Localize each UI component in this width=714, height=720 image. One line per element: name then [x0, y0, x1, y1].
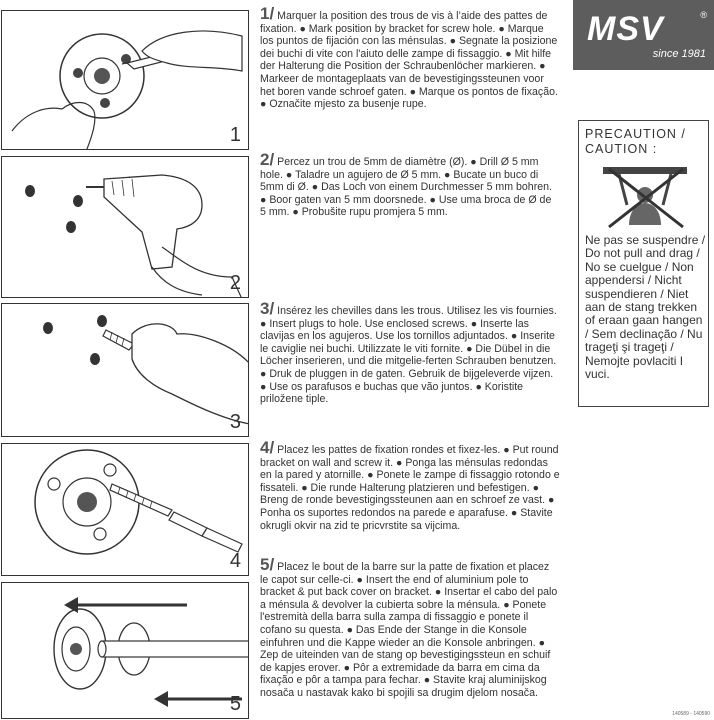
screw-bracket-drawing: [2, 444, 249, 576]
mark-position-drawing: [2, 11, 249, 150]
brand-name: MSV: [587, 10, 664, 48]
step-4-instructions: [260, 438, 560, 532]
step-text: Placez le bout de la barre sur la patte de fixation et placez le capot sur celle-ci. ● Insert the end of aluminium pole to bracket & put back cover on bracket. ● Insertar el cabo del palo a ménsula & devolver la cubierta sobre la ménsula. ● Ponete l'estremità della barra sulla zampa di fissaggio e ponete il cofano su questa. ● Das Ende der Stange in die Konsole einfuhren und die Kappe wieder an die Konsole anbringen. ● Zep de uiteinden van de stang op bevestigingssteun en schuif de kapjes erover. ● Pôr a extremidade da barra em cima da fixação e pôr a tampa para fechar. ● Stavite kraj aluminijskog nosača u nastavak kako bi spojili sa drugim djelom nosača.: [260, 561, 558, 699]
drill-drawing: [2, 157, 249, 298]
caution-title: PRECAUTION / CAUTION :: [585, 127, 686, 156]
insert-pole-drawing: [2, 583, 249, 719]
step-number: 2: [229, 272, 241, 294]
step-number: 1: [229, 124, 241, 146]
step-number: 4: [229, 550, 241, 572]
registered-mark: ®: [700, 10, 707, 20]
step-lead: 5/: [260, 555, 275, 574]
step-2-instructions: [260, 150, 560, 219]
step-3-instructions: [260, 299, 560, 406]
step-text: Placez les pattes de fixation rondes et fixez-les. ● Put round bracket on wall and screw it. ● Ponga las ménsulas redondas en la pared y atornille. ● Ponete le zampe di fissaggio rotondo e fissateli. ● Die runde Halterung platzieren und befestigen. ● Breng de ronde bevestigingssteunen aan en schroef ze vast. ● Ponha os suportes redondos na parede e aparafuse. ● Stavite okrugli okvir na zid te pricvrstite sa vijcima.: [260, 444, 560, 532]
step-5-illustration: [1, 582, 249, 719]
insert-plugs-drawing: [2, 304, 249, 437]
step-2-illustration: [1, 156, 249, 298]
brand-logo: [573, 0, 714, 70]
step-4-illustration: [1, 443, 249, 576]
no-hanging-icon: [599, 165, 691, 229]
step-3-illustration: [1, 303, 249, 437]
step-1-instructions: [260, 4, 560, 111]
product-code: 140589 - 140590: [672, 711, 710, 717]
step-number: 5: [229, 693, 241, 715]
step-5-instructions: [260, 555, 560, 700]
step-text: Marquer la position des trous de vis à l’aide des pattes de fixation. ● Mark position by bracket for screw hole. ● Marque los puntos de fijación con las ménsulas. ● Segnate la posizione dei buchi di vite con l'aiuto delle zampe di fissaggio. ● Mit hilfe der Halterung die Position der Schraubenlöcher markieren. ● Markeer de montageplaats van de bevestigingssteunen voor het boren vande schroef gaten. ● Marque os pontos de fixação. ● Označite mjesto za busenje rupe.: [260, 10, 558, 111]
caution-text: Ne pas se suspendre / Do not pull and drag / No se cuelgue / Non appendersi / Nicht suspendieren / Niet aan de stang trekken of eraan gaan hangen / Sem declinação / Nu trageţi şi trageţi / Nemojte povlaciti I vuci.: [585, 233, 706, 382]
caution-box: [578, 120, 709, 407]
step-lead: 2/: [260, 150, 275, 169]
step-lead: 3/: [260, 299, 275, 318]
step-text: Insérez les chevilles dans les trous. Utilisez les vis fournies. ● Insert plugs to hole. Use enclosed screws. ● Inserte las clavijas en los agujeros. Use los tornillos adjuntados. ● Inserite le caviglie nei buchi. Utilizzate le viti fornite. ● Die Dübel in die Löcher inserieren, und die mitgelie-ferten Schrauben benutzen. ● Druk de pluggen in de gaten. Gebruik de bijgeleverde vijzen. ● Use os parafusos e buchas que vão juntos. ● Koristite priložene tiple.: [260, 305, 557, 406]
brand-since: since 1981: [652, 48, 706, 60]
step-number: 3: [229, 411, 241, 433]
step-text: Percez un trou de 5mm de diamètre (Ø). ● Drill Ø 5 mm hole. ● Taladre un agujero de Ø 5 mm. ● Bucate un buco di 5mm di Ø. ● Das Loch von einem Durchmesser 5 mm bohren. ● Boor gaten van 5 mm doorsnede. ● Use uma broca de Ø de 5 mm. ● Probušite rupu promjera 5 mm.: [260, 156, 552, 219]
step-lead: 4/: [260, 438, 275, 457]
step-1-illustration: [1, 10, 249, 150]
step-lead: 1/: [260, 4, 275, 23]
